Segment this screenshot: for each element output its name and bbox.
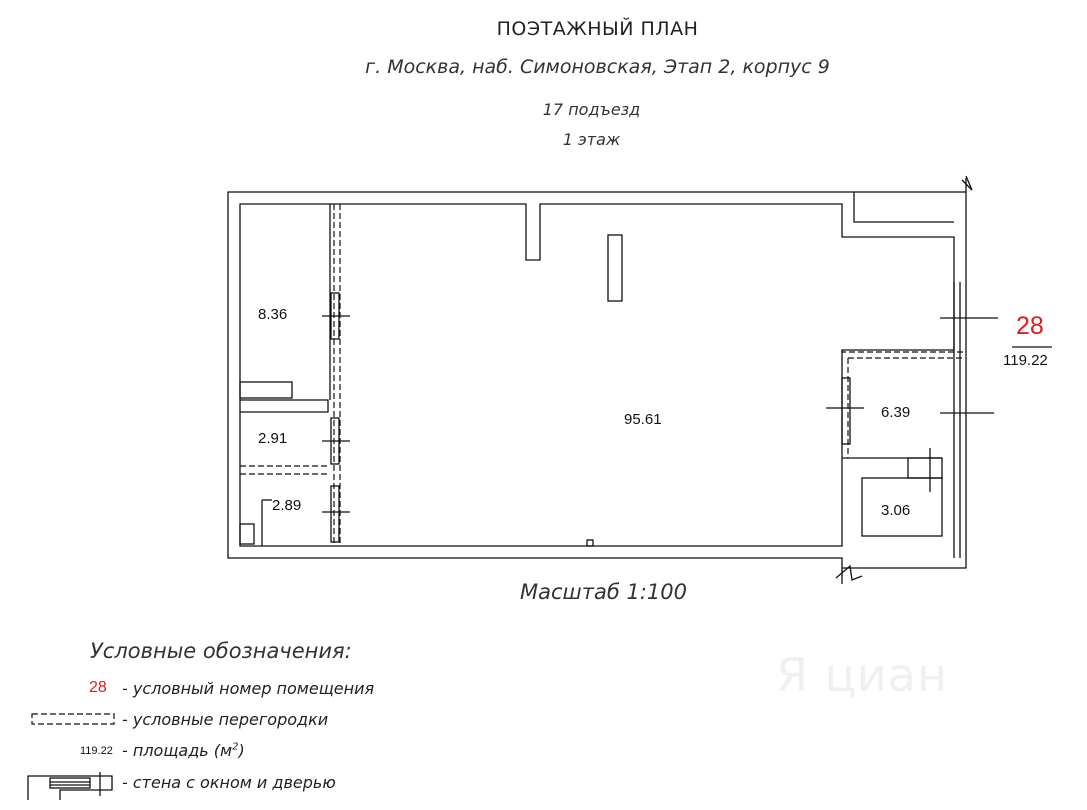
plan-entrance: 17 подъезд <box>542 100 641 119</box>
door <box>842 378 850 444</box>
legend-title: Условные обозначения: <box>90 639 352 663</box>
premise-area: 119.22 <box>1003 352 1048 369</box>
legend-partition-sample <box>32 714 114 724</box>
inner-wall <box>240 204 954 546</box>
legend-number-sample: 28 <box>89 679 107 696</box>
column <box>608 235 622 301</box>
plan-title: ПОЭТАЖНЫЙ ПЛАН <box>496 18 699 40</box>
room-area-label: 2.89 <box>272 497 302 514</box>
cabinet <box>240 382 292 398</box>
plan-address: г. Москва, наб. Симоновская, Этап 2, корпус 9 <box>365 56 830 78</box>
scale-label: Масштаб 1:100 <box>520 580 687 604</box>
fixture <box>240 524 254 544</box>
legend-area-text-prefix: - площадь (м <box>122 741 233 760</box>
niche-wall <box>854 192 954 222</box>
legend-area-text-suffix: ) <box>238 741 245 760</box>
legend-area-sample: 119.22 <box>80 745 113 757</box>
room-area-label: 8.36 <box>258 306 288 323</box>
room-area-label: 2.91 <box>258 430 288 447</box>
legend-number-text: - условный номер помещения <box>122 679 375 698</box>
fixture <box>587 540 593 546</box>
legend-wall-text: - стена с окном и дверью <box>122 773 336 792</box>
premise-number: 28 <box>1016 312 1044 340</box>
legend-area-text <box>122 741 245 760</box>
legend-area-text-sup: 2 <box>232 741 239 753</box>
room-area-label: 95.61 <box>624 411 662 428</box>
watermark: Я циан <box>776 648 949 702</box>
door <box>331 486 339 542</box>
plan-floor: 1 этаж <box>562 130 621 149</box>
door <box>908 458 942 478</box>
room-area-label: 6.39 <box>881 404 911 421</box>
left-partition-wall <box>240 400 328 412</box>
room-area-label: 3.06 <box>881 502 911 519</box>
legend-partition-text: - условные перегородки <box>122 710 329 729</box>
